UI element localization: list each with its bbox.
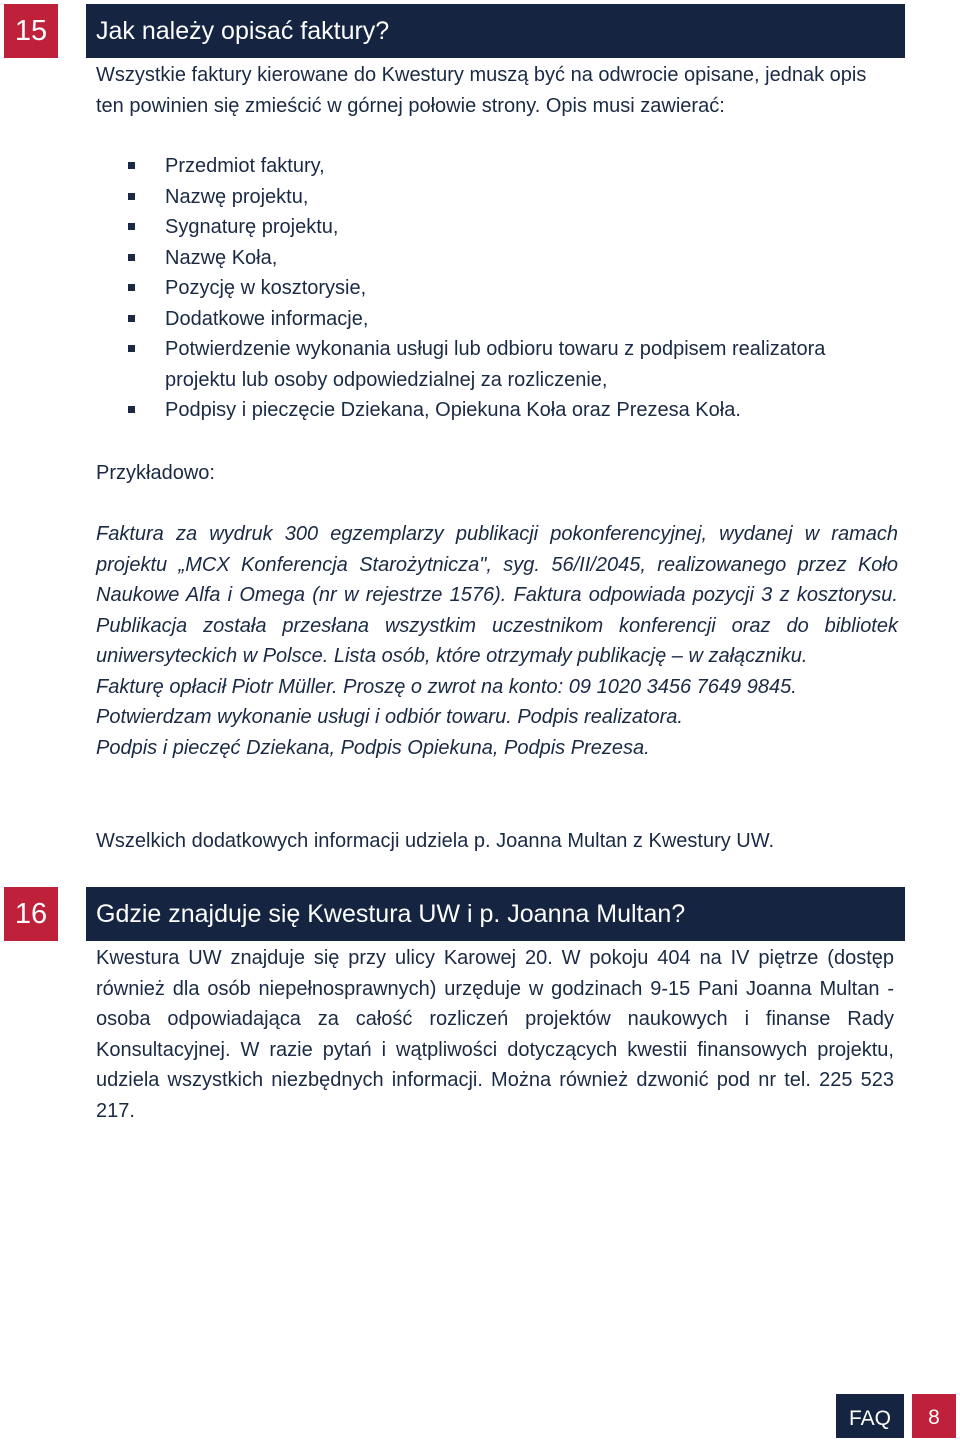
example-confirmation-line: Potwierdzam wykonanie usługi i odbiór towaru. Podpis realizatora. (96, 706, 683, 728)
example-signatures-line: Podpis i pieczęć Dziekana, Podpis Opiekuna, Podpis Prezesa. (96, 736, 650, 759)
list-item-text: Przedmiot faktury, (165, 155, 325, 177)
list-item-text: Nazwę Koła, (165, 246, 278, 269)
list-item-text: Dodatkowe informacje, (165, 307, 369, 330)
list-item-text: Sygnaturę projektu, (165, 216, 339, 238)
requirements-list (128, 151, 898, 426)
list-item (128, 273, 898, 304)
section-title-16: Gdzie znajduje się Kwestura UW i p. Joanna Multan? (86, 887, 905, 941)
example-payment-line: Fakturę opłacił Piotr Müller. Proszę o zwrot na konto: 09 1020 3456 7649 9845. (96, 675, 797, 698)
bullet-square-icon (128, 406, 135, 413)
section-16-body: Kwestura UW znajduje się przy ulicy Karowej 20. W pokoju 404 na IV piętrze (dostęp również dla osób niepełnosprawnych) urzęduje w godzinach 9-15 Pani Joanna Multan - osoba odpowiadająca za całość rozliczeń projektów naukowych i finanse Rady Konsultacyjnej. W razie pytań i wątpliwości dotyczących kwestii finansowych projektu, udziela wszystkich niezbędnych informacji. Można również dzwonić pod nr tel. 225 523 217. (96, 947, 894, 1122)
bullet-square-icon (128, 162, 135, 169)
bullet-square-icon (128, 315, 135, 322)
bullet-square-icon (128, 193, 135, 200)
list-item (128, 212, 898, 243)
section-number-16: 16 (4, 887, 58, 941)
list-item (128, 304, 898, 335)
example-block (96, 519, 898, 763)
list-item-text: Podpisy i pieczęcie Dziekana, Opiekuna Koła oraz Prezesa Koła. (165, 399, 741, 421)
example-paragraph: Faktura za wydruk 300 egzemplarzy publikacji pokonferencyjnej, wydanej w ramach projektu „MCX Konferencja Starożytnicza", syg. 56/II/2045, realizowanego przez Koło Naukowe Alfa i Omega (nr w rejestrze 1576). Faktura odpowiada pozycji 3 z kosztorysu. Publikacja została przesłana wszystkim uczestnikom konferencji oraz do bibliotek uniwersyteckich w Polsce. Lista osób, które otrzymały publikację – w załączniku. (96, 523, 898, 667)
page-number: 8 (912, 1394, 956, 1438)
list-item (128, 151, 898, 182)
contact-info: Wszelkich dodatkowych informacji udziela p. Joanna Multan z Kwestury UW. (96, 830, 775, 852)
section-15-intro: Wszystkie faktury kierowane do Kwestury muszą być na odwrocie opisane, jednak opis ten powinien się zmieścić w górnej połowie strony. Opis musi zawierać: (96, 64, 867, 117)
list-item-text: Pozycję w kosztorysie, (165, 277, 367, 299)
bullet-square-icon (128, 254, 135, 261)
bullet-square-icon (128, 345, 135, 352)
bullet-square-icon (128, 223, 135, 230)
list-item-text: Nazwę projektu, (165, 185, 309, 208)
bullet-square-icon (128, 284, 135, 291)
example-label: Przykładowo: (96, 462, 215, 484)
section-number-15: 15 (4, 4, 58, 58)
list-item (128, 243, 898, 274)
section-title-15: Jak należy opisać faktury? (86, 4, 905, 58)
list-item (128, 395, 898, 426)
list-item-text: Potwierdzenie wykonania usługi lub odbioru towaru z podpisem realizatora projektu lub osoby odpowiedzialnej za rozliczenie, (165, 338, 826, 391)
list-item (128, 182, 898, 213)
footer-faq-label: FAQ (836, 1394, 904, 1438)
list-item (128, 334, 898, 395)
